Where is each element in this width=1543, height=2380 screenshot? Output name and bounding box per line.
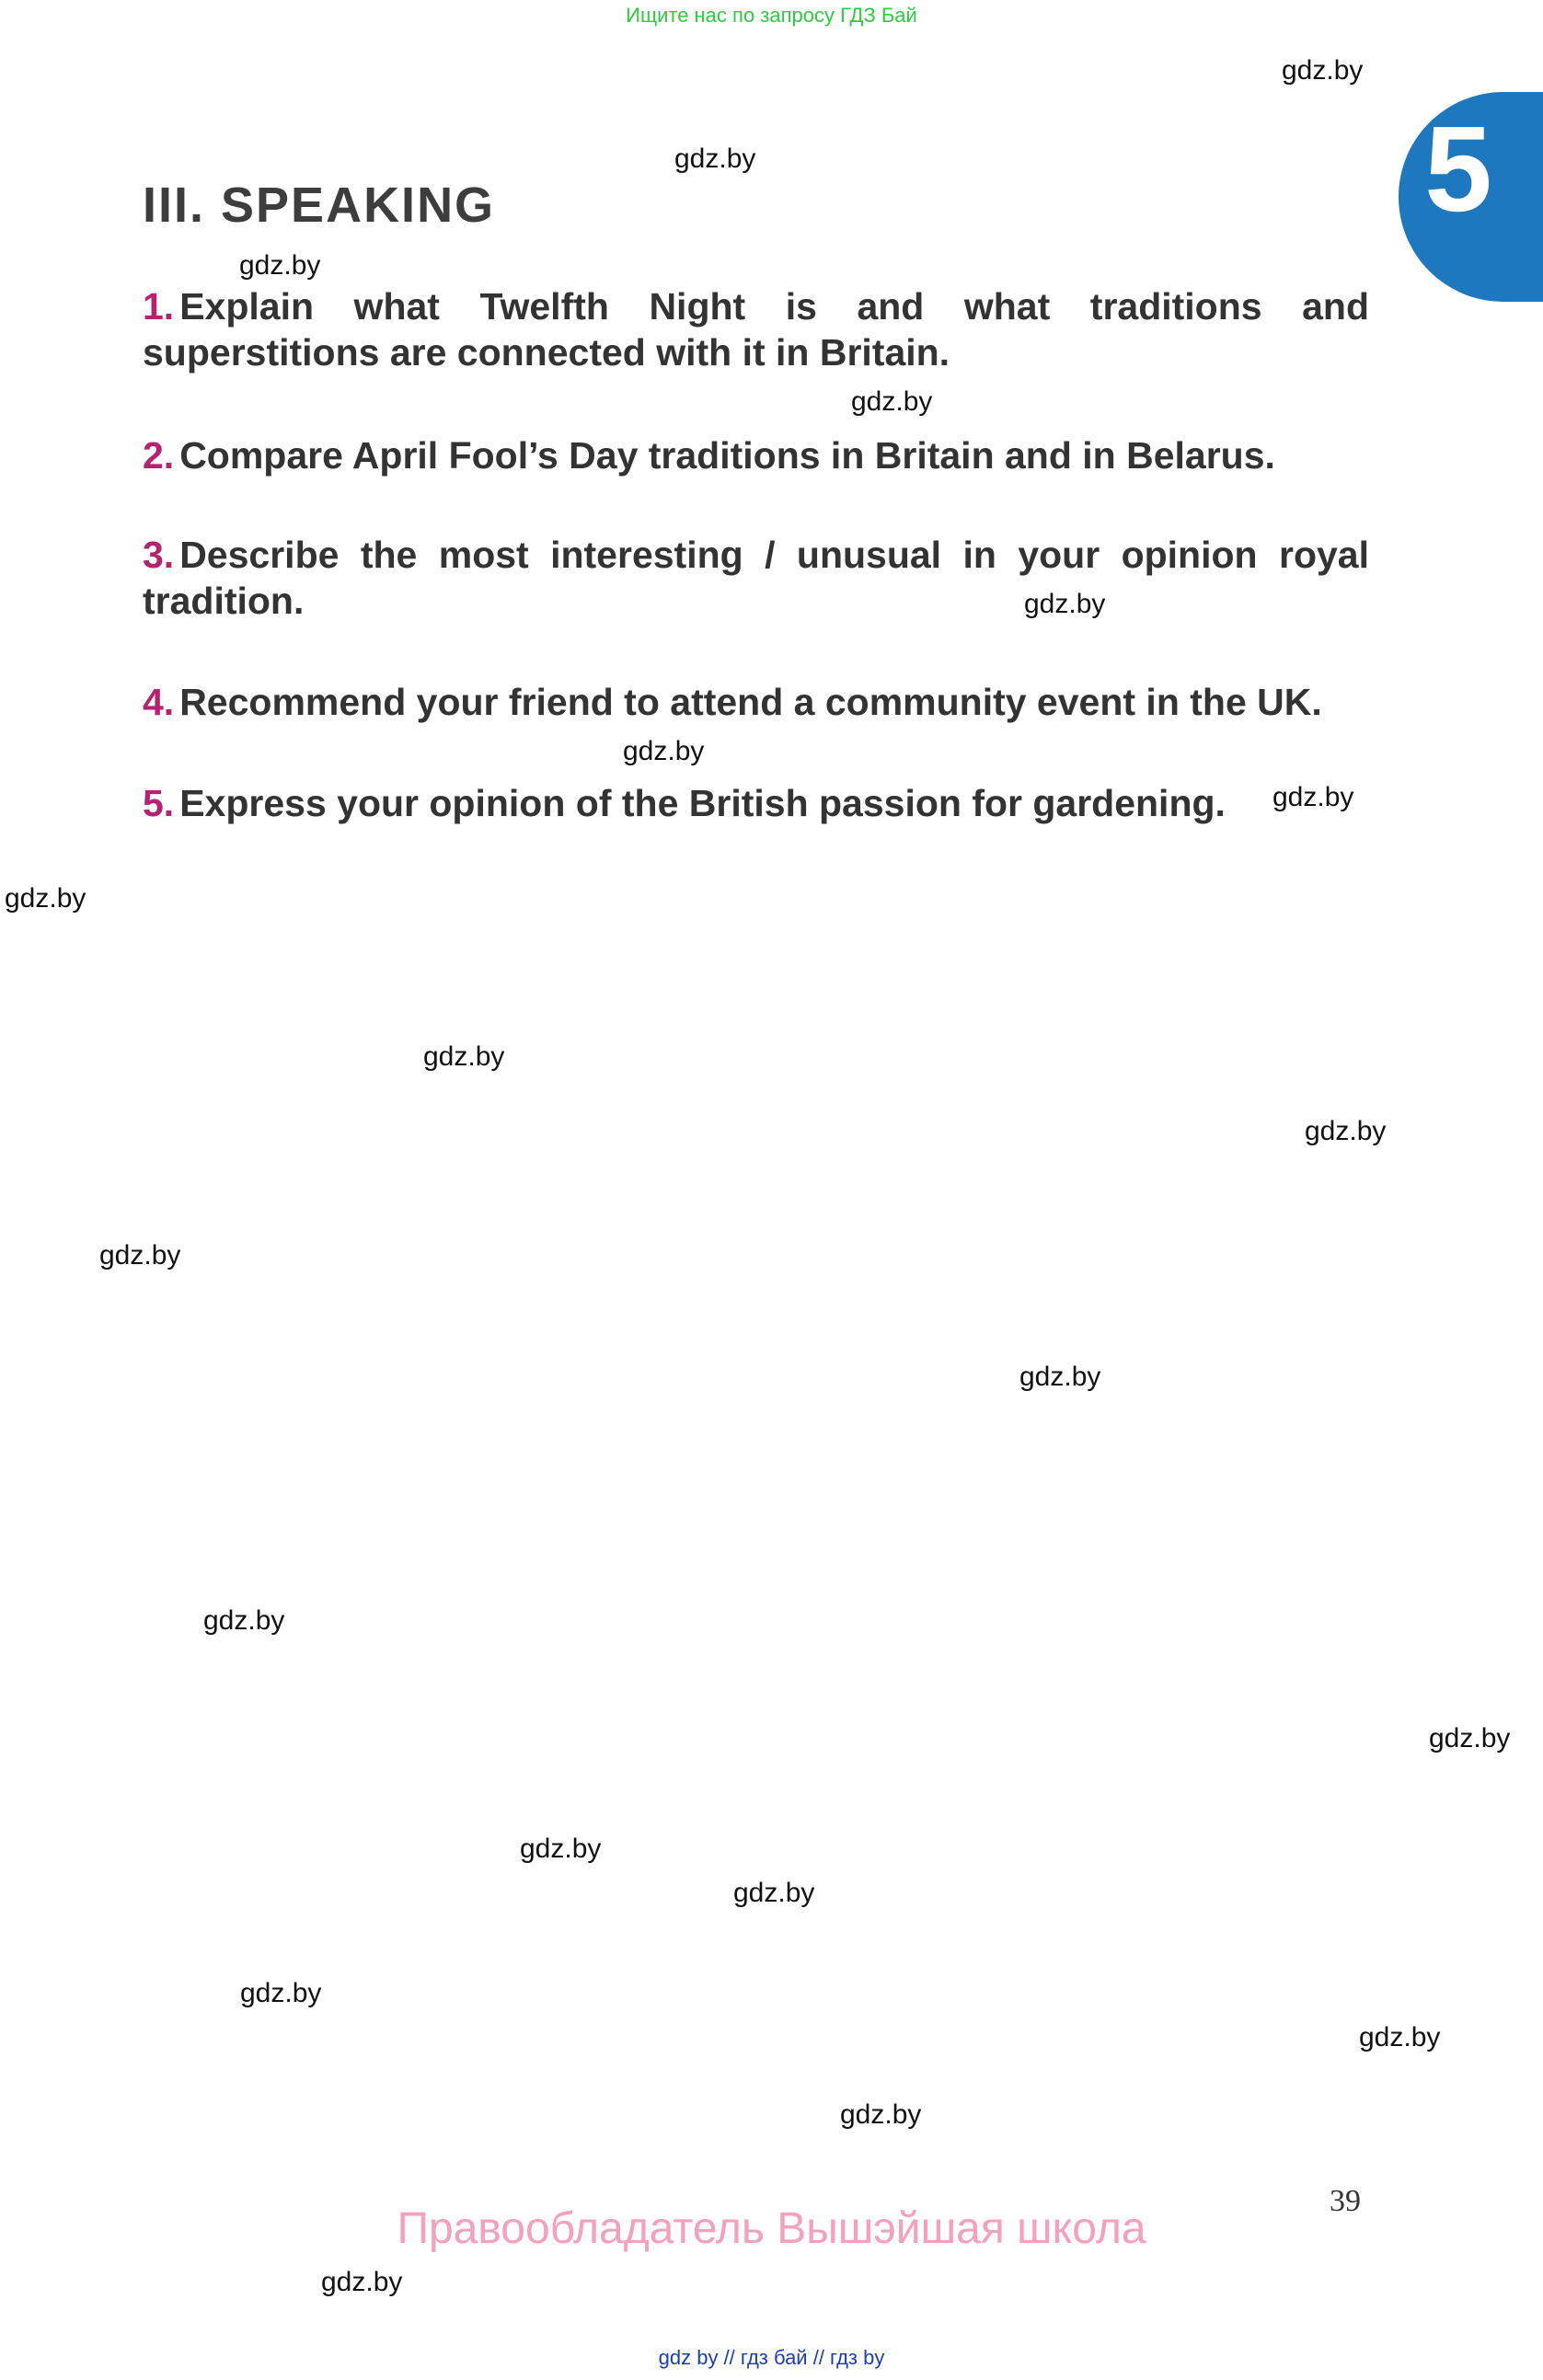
copyright-notice: Правообладатель Вышэйшая школа [397,2204,1146,2253]
top-search-note: Ищите нас по запросу ГДЗ Бай [626,4,917,27]
task-number: 2. [143,434,175,477]
task-item [143,283,1369,375]
task-number: 3. [143,534,175,576]
task-number: 5. [143,782,175,824]
watermark: gdz.by [520,1834,602,1864]
watermark: gdz.by [840,2099,922,2130]
watermark: gdz.by [733,1878,815,1908]
chapter-number: 5 [1424,101,1492,236]
watermark: gdz.by [1272,782,1354,812]
watermark: gdz.by [239,250,321,281]
task-item [143,432,1369,478]
task-text: Express your opinion of the British passion for gardening. [179,782,1226,824]
task-text: Recommend your friend to attend a community event in the UK. [179,681,1322,723]
task-text: Compare April Fool’s Day traditions in Britain and in Belarus. [179,434,1275,477]
task-item [143,679,1369,725]
watermark: gdz.by [1305,1116,1387,1146]
watermark: gdz.by [99,1240,181,1270]
watermark: gdz.by [674,144,756,174]
section-heading: III. SPEAKING [143,178,496,233]
watermark: gdz.by [1024,589,1106,619]
watermark: gdz.by [1282,55,1364,86]
page-number: 39 [1330,2184,1361,2218]
task-text: Explain what Twelfth Night is and what traditions and superstitions are connected with it in Britain. [143,285,1369,374]
watermark: gdz.by [851,386,933,417]
watermark: gdz.by [240,1978,322,2008]
task-number: 1. [143,285,175,328]
task-item [143,780,1369,826]
watermark: gdz.by [1359,2022,1441,2052]
watermark: gdz.by [1019,1362,1101,1392]
footer-links[interactable]: gdz by // гдз бай // гдз by [658,2346,885,2369]
watermark: gdz.by [623,736,705,766]
watermark: gdz.by [5,883,86,914]
watermark: gdz.by [203,1605,285,1636]
task-text: Describe the most interesting / unusual in your opinion royal tradition. [143,534,1369,622]
watermark: gdz.by [423,1041,505,1072]
task-item [143,532,1369,624]
task-number: 4. [143,681,175,723]
watermark: gdz.by [1429,1723,1511,1753]
watermark: gdz.by [321,2267,403,2297]
